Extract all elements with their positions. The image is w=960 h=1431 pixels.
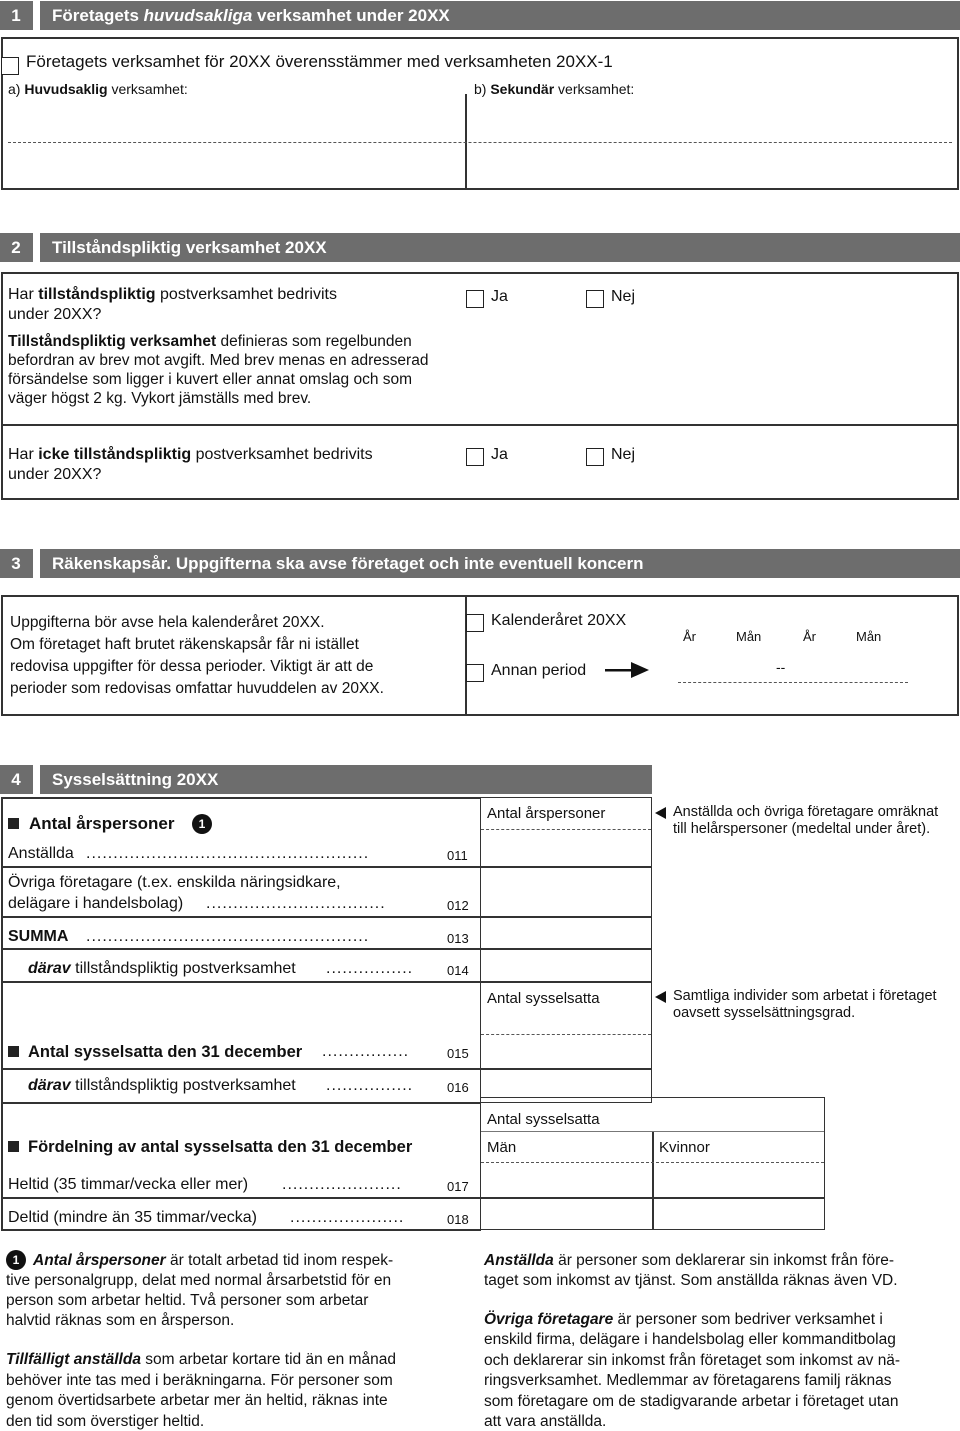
- row-017-dots: ......................: [282, 1176, 402, 1193]
- row-018-line: [1, 1229, 481, 1231]
- other-period-checkbox[interactable]: [466, 664, 484, 682]
- row-013-code: 013: [447, 931, 469, 946]
- calendar-year-label: Kalenderåret 20XX: [491, 612, 627, 629]
- to-year-label: År: [803, 629, 816, 644]
- fte-column-header-line: [481, 829, 651, 830]
- main-activity-field[interactable]: [4, 100, 462, 186]
- row-018-men-input[interactable]: [482, 1199, 650, 1229]
- employees-note: Samtliga individer som arbetat i företaget oavsett sysselsättningsgrad.: [673, 988, 937, 1021]
- row-018-dots: .....................: [290, 1209, 405, 1226]
- fte-column-header: Antal årspersoner: [487, 805, 606, 822]
- employees-column-header-line: [481, 1034, 651, 1035]
- gender-subheader-line: [481, 1162, 824, 1163]
- footnote-right-p1: Anställda är personer som deklarerar sin inkomst från före- taget som inkomst av tjänst. Som anställda räknas även VD.: [484, 1252, 898, 1289]
- period-range-separator: --: [776, 659, 786, 675]
- licensed-yes-label: Ja: [491, 288, 508, 305]
- fte-heading: Antal årspersoner: [29, 814, 175, 833]
- arrow-left-icon: [655, 991, 666, 1003]
- unlicensed-yes-label: Ja: [491, 446, 508, 463]
- row-013-dots: ....................................................: [86, 928, 370, 945]
- calendar-year-checkbox[interactable]: [466, 614, 484, 632]
- gender-table-header: Antal sysselsatta: [487, 1111, 600, 1128]
- section-number: 1: [11, 6, 21, 25]
- section-title: Räkenskapsår. Uppgifterna ska avse företaget och inte eventuell koncern: [52, 554, 644, 573]
- licensed-definition: Tillståndspliktig verksamhet definieras som regelbunden befordran av brev mot avgift. Med brev menas en adresserad försändelse som ligger i kuvert eller annat omslag och som väger högst 2 kg. Vykort jämställs med brev.: [8, 333, 429, 407]
- bullet-square-icon: [8, 818, 19, 829]
- row-011-dots: ....................................................: [86, 845, 370, 862]
- row-013-input[interactable]: [482, 918, 650, 948]
- header-separator: [33, 1, 40, 30]
- section-2-row-divider: [1, 424, 959, 426]
- row-017-men-input[interactable]: [482, 1164, 650, 1196]
- unlicensed-question: Har icke tillståndspliktig postverksamhet bedrivits: [8, 446, 373, 463]
- employees-column-header: Antal sysselsatta: [487, 990, 600, 1007]
- section-title: Företagets huvudsakliga verksamhet under 20XX: [52, 6, 450, 25]
- same-activity-label: Företagets verksamhet för 20XX överensstämmer med verksamheten 20XX-1: [26, 52, 613, 71]
- period-input-line[interactable]: [678, 682, 908, 683]
- unlicensed-yes-checkbox[interactable]: [466, 448, 484, 466]
- header-separator: [33, 765, 40, 794]
- row-014-input[interactable]: [482, 950, 650, 980]
- section-title: Tillståndspliktig verksamhet 20XX: [52, 238, 327, 257]
- licensed-question-line2: under 20XX?: [8, 306, 102, 323]
- distribution-heading: Fördelning av antal sysselsatta den 31 december: [28, 1138, 413, 1156]
- row-012-label: Övriga företagare (t.ex. enskilda näringsidkare,: [8, 874, 341, 891]
- header-separator: [33, 233, 40, 262]
- section-number: 3: [11, 554, 21, 573]
- women-column-label: Kvinnor: [659, 1139, 710, 1156]
- row-015-label: Antal sysselsatta den 31 december: [28, 1043, 303, 1061]
- row-011-label: Anställda: [8, 845, 74, 862]
- row-018-label: Deltid (mindre än 35 timmar/vecka): [8, 1209, 257, 1226]
- row-018-code: 018: [447, 1212, 469, 1227]
- row-015-code: 015: [447, 1046, 469, 1061]
- row-011-input[interactable]: [482, 834, 650, 866]
- same-activity-checkbox[interactable]: [1, 57, 19, 75]
- row-015-input[interactable]: [482, 1036, 650, 1068]
- section-1-header: [0, 1, 960, 30]
- fiscal-year-text: Uppgifterna bör avse hela kalenderåret 20XX. Om företaget haft brutet räkenskapsår får ni istället redovisa uppgifter för dessa perioder. Viktigt är att de perioder som redovisas omfattar huvuddelen av 20XX.: [10, 614, 384, 697]
- bullet-square-icon: [8, 1046, 19, 1057]
- section-2-header: [0, 233, 960, 262]
- to-month-label: Mån: [856, 629, 882, 644]
- main-activity-label: a) Huvudsaklig verksamhet:: [8, 81, 188, 97]
- row-016-code: 016: [447, 1080, 469, 1095]
- row-011-code: 011: [447, 848, 468, 863]
- row-012-label-line2: delägare i handelsbolag): [8, 895, 184, 912]
- row-016-line: [1, 1102, 481, 1104]
- secondary-activity-label: b) Sekundär verksamhet:: [474, 81, 635, 97]
- arrow-right-icon: [605, 661, 649, 679]
- row-014-dots: ................: [326, 960, 414, 977]
- from-year-label: År: [683, 629, 696, 644]
- footnote-1-marker: 1: [192, 814, 212, 834]
- section-3-header: [0, 549, 960, 578]
- row-016-label: därav tillståndspliktig postverksamhet: [28, 1077, 296, 1094]
- licensed-no-checkbox[interactable]: [586, 290, 604, 308]
- row-015-dots: ................: [322, 1043, 410, 1060]
- fte-note: Anställda och övriga företagare omräknat till helårspersoner (medeltal under året).: [673, 804, 939, 837]
- footnote-1-marker: 1: [6, 1250, 26, 1270]
- section-number: 4: [11, 770, 21, 789]
- footnote-left-p2: Tillfälligt anställda som arbetar kortare tid än en månad behöver inte tas med i beräkningarna. För personer som genom övertidsarbete arbetar mer än heltid, räknas inte den tid som överstiger heltid.: [6, 1351, 396, 1430]
- section-4-header: [0, 765, 652, 794]
- row-013-label: SUMMA: [8, 928, 69, 945]
- row-014-label: därav tillståndspliktig postverksamhet: [28, 960, 296, 977]
- row-012-dots: .................................: [206, 895, 386, 912]
- row-012-input[interactable]: [482, 868, 650, 916]
- bullet-square-icon: [8, 1141, 19, 1152]
- secondary-activity-field[interactable]: [470, 100, 954, 186]
- unlicensed-no-label: Nej: [611, 446, 636, 463]
- row-017-code: 017: [447, 1179, 469, 1194]
- section-title: Sysselsättning 20XX: [52, 770, 219, 789]
- row-017-label: Heltid (35 timmar/vecka eller mer): [8, 1176, 249, 1193]
- row-012-code: 012: [447, 898, 469, 913]
- other-period-label: Annan period: [491, 662, 587, 679]
- licensed-question: Har tillståndspliktig postverksamhet bedrivits: [8, 286, 337, 303]
- arrow-left-icon: [655, 807, 666, 819]
- section-number: 2: [11, 238, 21, 257]
- footnote-left-p1: Antal årspersoner är totalt arbetad tid inom respek- tive personalgrupp, delat med normal årsarbetstid för en person som arbetar heltid. Två personer som arbetar halvtid räknas som en årsperson.: [6, 1252, 394, 1329]
- row-016-dots: ................: [326, 1077, 414, 1094]
- row-014-code: 014: [447, 963, 469, 978]
- row-017-women-input[interactable]: [654, 1164, 823, 1196]
- row-018-women-input[interactable]: [654, 1199, 823, 1229]
- header-separator: [33, 549, 40, 578]
- unlicensed-no-checkbox[interactable]: [586, 448, 604, 466]
- men-column-label: Män: [487, 1139, 517, 1156]
- footnote-right-p2: Övriga företagare är personer som bedriver verksamhet i enskild firma, delägare i handelsbolag eller kommanditbolag och deklarerar sin inkomst från företaget som inkomst av nä- ringsverksamhet. Medlemmar av företagarens familj räknas som företagare om de stadigvarande arbetar i företaget utan att vara anställda.: [484, 1311, 901, 1431]
- from-month-label: Mån: [736, 629, 762, 644]
- unlicensed-question-line2: under 20XX?: [8, 466, 102, 483]
- licensed-no-label: Nej: [611, 288, 636, 305]
- licensed-yes-checkbox[interactable]: [466, 290, 484, 308]
